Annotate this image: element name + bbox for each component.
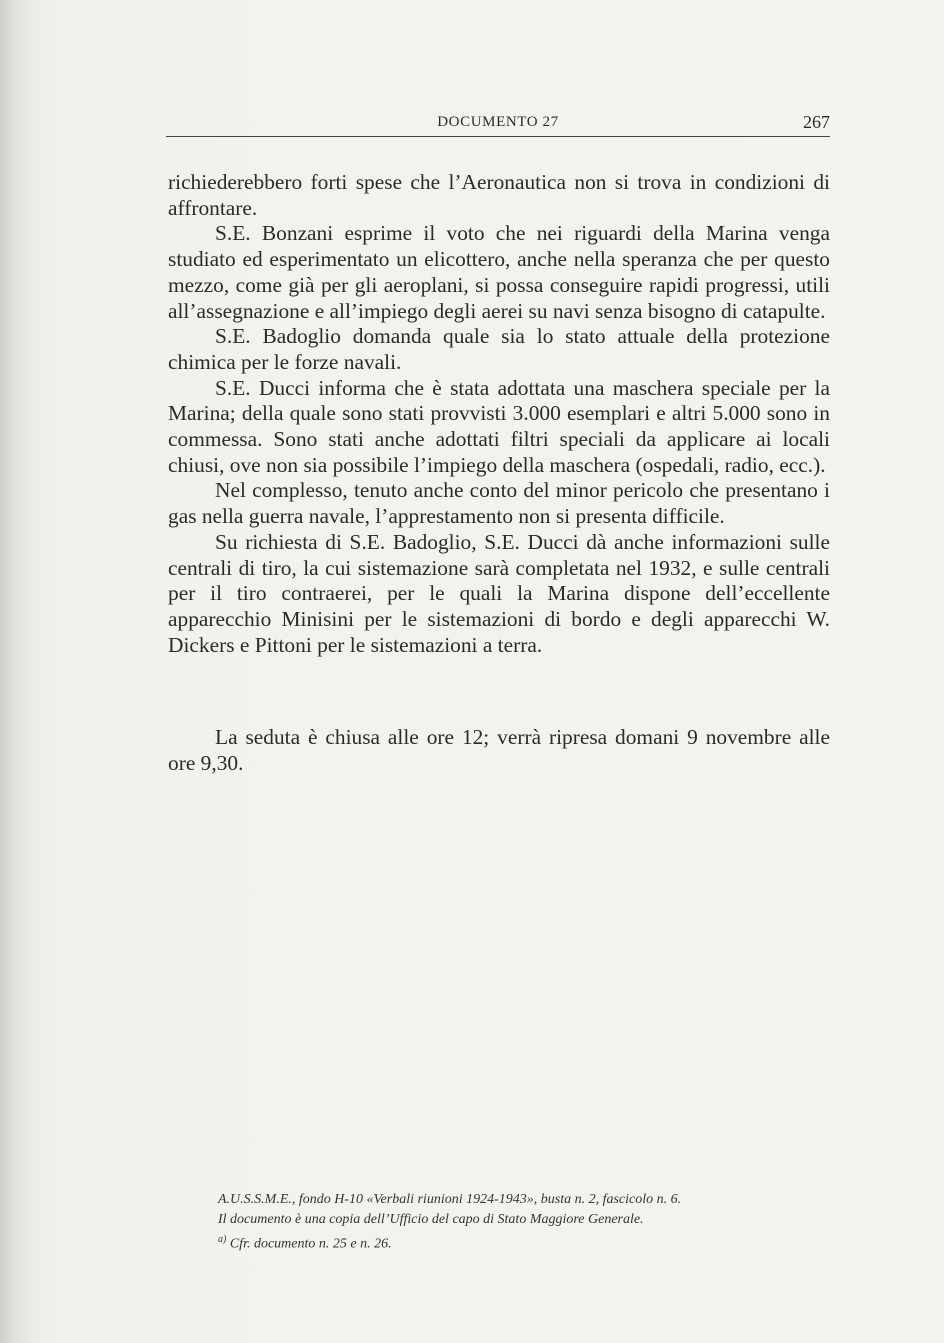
header-rule	[166, 136, 830, 137]
running-title: DOCUMENTO 27	[437, 114, 559, 130]
paragraph-bonzani: S.E. Bonzani esprime il voto che nei riguardi della Marina venga studiato ed esperimentato un elicottero, anche nella speranza che per questo mezzo, come già per gli aeroplani, si possa conseguire rapidi progressi, utili all’assegnazione e all’impiego degli aerei su navi senza bisogno di catapulte.	[168, 221, 830, 323]
paragraph-badoglio: S.E. Badoglio domanda quale sia lo stato attuale della protezione chimica per le forze navali.	[168, 324, 830, 374]
paragraph-complesso: Nel complesso, tenuto anche conto del minor pericolo che presentano i gas nella guerra navale, l’apprestamento non si presenta difficile.	[168, 478, 830, 529]
body-text	[168, 170, 830, 658]
paragraph-continuation: richiederebbero forti spese che l’Aeronautica non si trova in condizioni di affrontare.	[168, 170, 830, 220]
page-header	[166, 112, 830, 138]
footnotes	[218, 1190, 818, 1255]
paragraph-richiesta: Su richiesta di S.E. Badoglio, S.E. Ducci dà anche informazioni sulle centrali di tiro, la cui sistemazione sarà completata nel 1932, e sulle centrali per il tiro contraerei, per le quali la Marina dispone dell’eccellente apparecchio Minisini per le sistemazioni di bordo e degli apparecchi W. Dickers e Pittoni per le sistemazioni a terra.	[168, 529, 830, 657]
closing-statement	[168, 725, 830, 776]
footnote-a-text: Cfr. documento n. 25 e n. 26.	[229, 1236, 392, 1252]
paragraph-ducci: S.E. Ducci informa che è stata adottata una maschera speciale per la Marina; della quale sono stati provvisti 3.000 esemplari e altri 5.000 sono in commessa. Sono stati anche adottati filtri speciali da applicare ai locali chiusi, ove non sia possibile l’impiego della maschera (ospedali, radio, ecc.).	[168, 375, 830, 477]
closing-paragraph: La seduta è chiusa alle ore 12; verrà ripresa domani 9 novembre alle ore 9,30.	[168, 725, 830, 775]
footnote-copy-note: Il documento è una copia dell’Ufficio del capo di Stato Maggiore Generale.	[218, 1212, 644, 1227]
footnote-a	[218, 1230, 818, 1255]
footnote-a-marker: a)	[218, 1234, 227, 1245]
footnote-source: A.U.S.S.M.E., fondo H-10 «Verbali riunioni 1924-1943», busta n. 2, fascicolo n. 6.	[218, 1192, 682, 1207]
page-number: 267	[803, 112, 830, 132]
